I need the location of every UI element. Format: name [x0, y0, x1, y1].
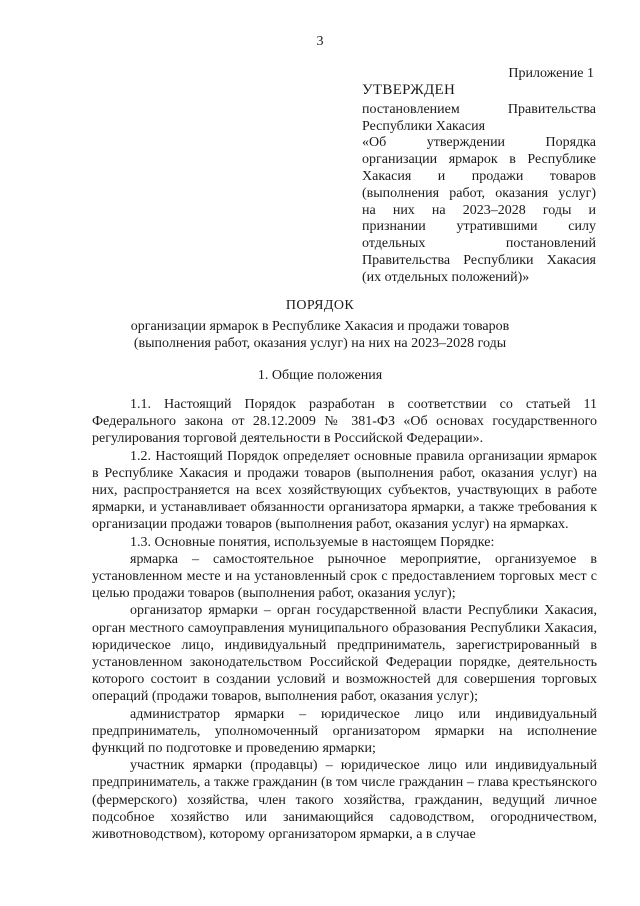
approved-title: УТВЕРЖДЕН — [362, 82, 456, 98]
paragraph: организатор ярмарки – орган государственной власти Республики Хакасия, орган местного самоуправления муниципального образования Республики Хакасия, юридическое лицо, индивидуальный предприниматель, зарегистрированный в установленном законодательством Российской Федерации порядке, деятельность которого состоит в создании условий и возможностей для совершения торговых операций (продажи товаров, выполнения работ, оказания услуг); — [92, 603, 597, 705]
paragraph: администратор ярмарки – юридическое лицо или индивидуальный предприниматель, уполномоченный организатором ярмарки на исполнение функций по подготовке и проведению ярмарки; — [92, 706, 597, 757]
document-subtitle — [0, 318, 640, 352]
paragraph: 1.1. Настоящий Порядок разработан в соответствии со статьей 11 Федерального закона от 28.12.2009 № 381-ФЗ «Об основах государственного регулирования торговой деятельности в Российской Федерации». — [92, 397, 597, 447]
approval-line: Хакасия и продажи товаров — [362, 168, 596, 184]
subtitle-line: организации ярмарок в Республике Хакасия и продажи товаров — [130, 319, 510, 334]
approval-line: (их отдельных положений)» — [362, 269, 530, 285]
approval-block — [362, 82, 596, 287]
paragraph: 1.3. Основные понятия, используемые в настоящем Порядке: — [130, 534, 495, 550]
approval-line: на них на 2023–2028 годы и — [362, 202, 596, 218]
paragraph: 1.2. Настоящий Порядок определяет основные правила организации ярмарок в Республике Хакасия и продажи товаров (выполнения работ, оказания услуг) на них, распространяется на всех хозяйствующих субъектов, участвующих в работе ярмарки, и устанавливает обязанности организатора ярмарки, а также требования к организации продажи товаров (выполнения работ, оказания услуг) на ярмарках. — [92, 448, 597, 533]
page-number: 3 — [316, 34, 324, 49]
approval-line: «Об утверждении Порядка — [362, 135, 596, 151]
approval-line: организации ярмарок в Республике — [362, 152, 596, 168]
body-text — [92, 396, 597, 843]
appendix-label: Приложение 1 — [508, 66, 594, 81]
paragraph: ярмарка – самостоятельное рыночное мероприятие, организуемое в установленном месте и на установленный срок с предоставлением торговых мест с целью продажи товаров (выполнения работ, оказания услуг); — [92, 551, 597, 602]
section-title: 1. Общие положения — [257, 368, 383, 383]
approval-text — [362, 102, 596, 287]
approval-line: постановлением Правительства — [362, 101, 596, 117]
approval-line: Республики Хакасия — [362, 118, 486, 134]
subtitle-line: (выполнения работ, оказания услуг) на них на 2023–2028 годы — [133, 336, 507, 351]
approval-line: отдельных постановлений — [362, 236, 596, 252]
document-title: ПОРЯДОК — [285, 298, 355, 313]
paragraph: участник ярмарки (продавцы) – юридическое лицо или индивидуальный предприниматель, а также гражданин (в том числе гражданин – глава крестьянского (фермерского) хозяйства, член такого хозяйства, гражданин, ведущий личное подсобное хозяйство или занимающийся садоводством, огородничеством, животноводством), которому организатором ярмарки, а в случае — [92, 758, 597, 843]
approval-line: Правительства Республики Хакасия — [362, 252, 596, 268]
approval-line: (выполнения работ, оказания услуг) — [362, 185, 596, 201]
approval-line: признании утратившими силу — [362, 219, 596, 235]
